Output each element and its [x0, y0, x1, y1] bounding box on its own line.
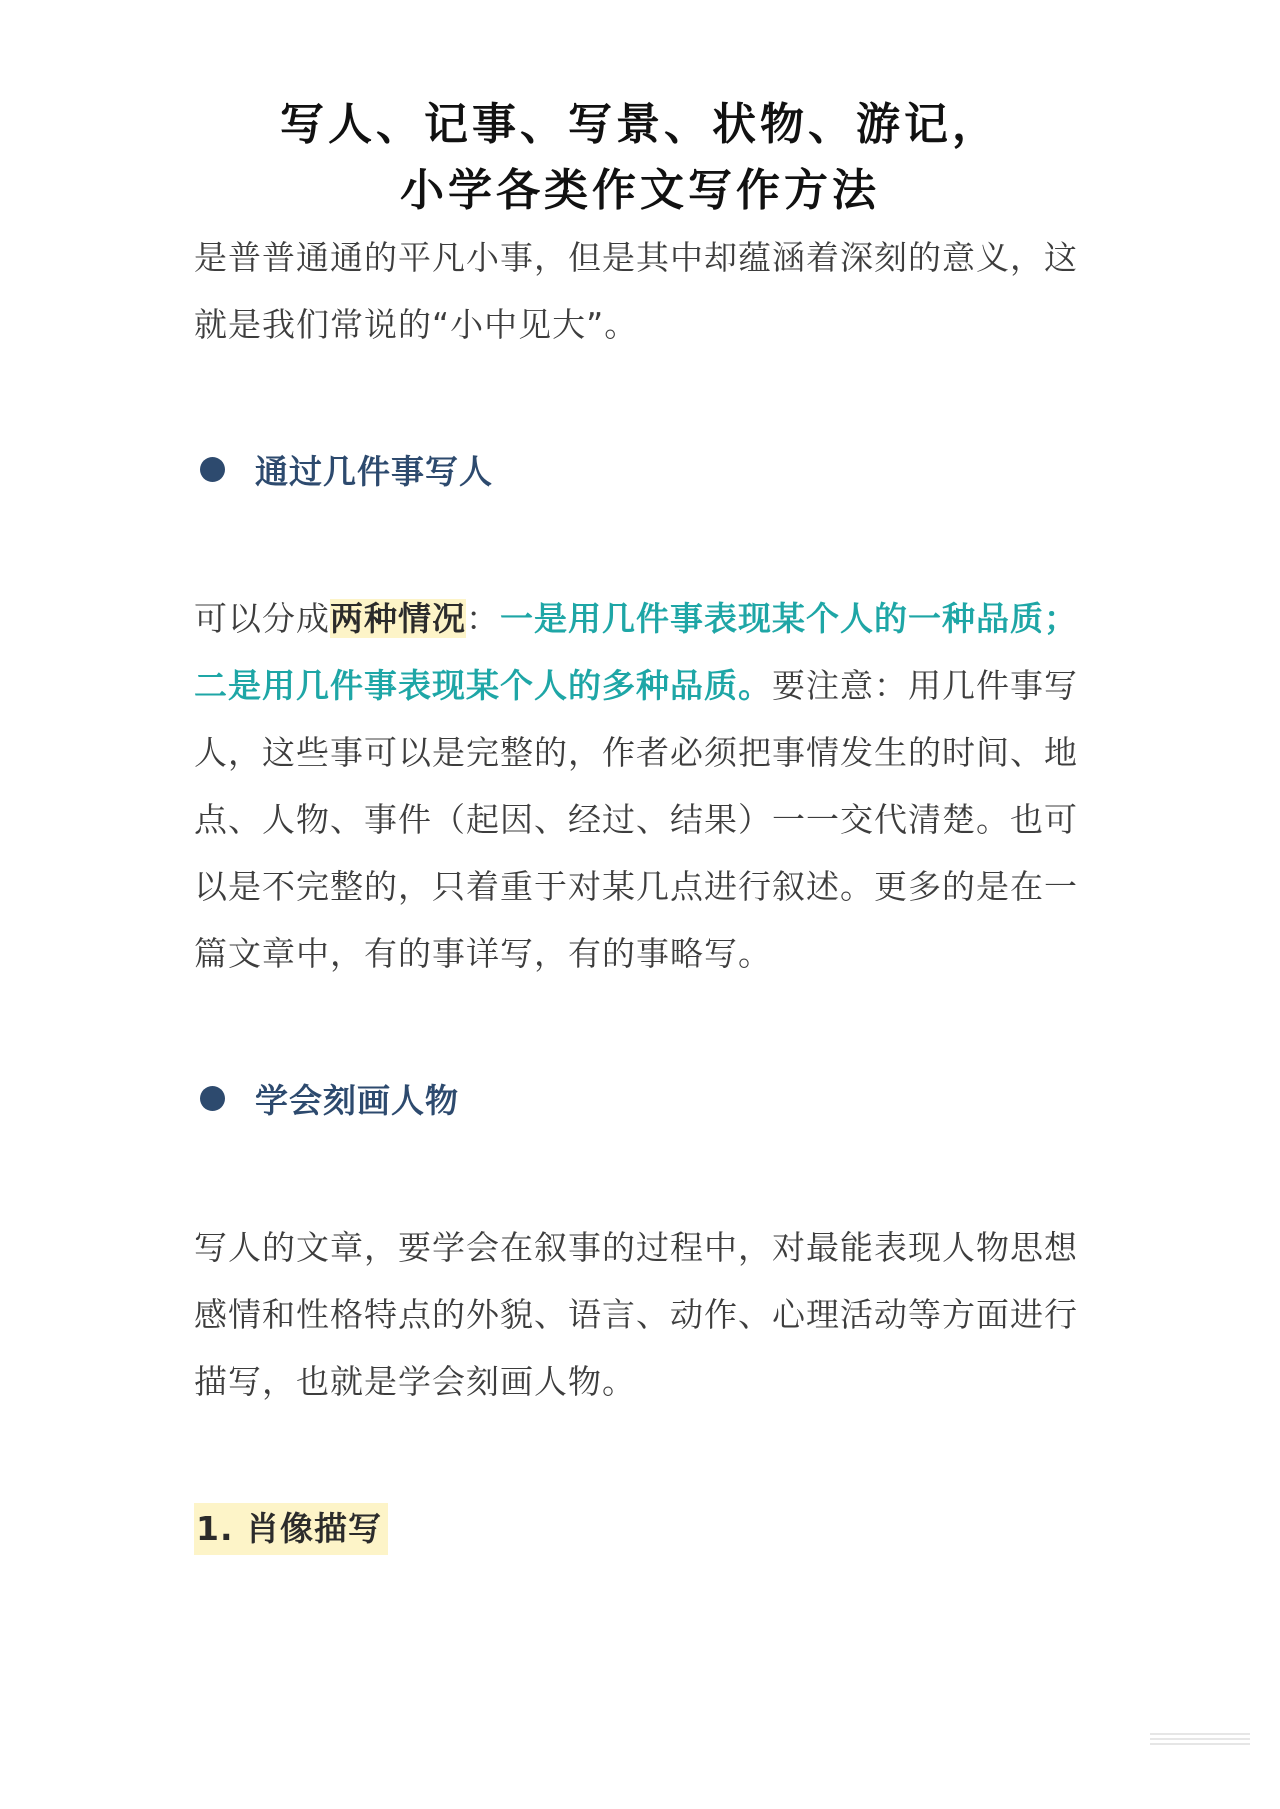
highlight-text: 两种情况 — [330, 599, 466, 638]
section2-paragraph: 写人的文章，要学会在叙事的过程中，对最能表现人物思想感情和性格特点的外貌、语言、动作、心理活动等方面进行描写，也就是学会刻画人物。 — [194, 1228, 1078, 1401]
divider — [1150, 1738, 1250, 1740]
bullet-dot-icon — [200, 1086, 225, 1111]
divider — [1150, 1733, 1250, 1735]
section-heading-label: 学会刻画人物 — [255, 1081, 459, 1120]
title-line-2: 小学各类作文写作方法 — [400, 165, 880, 216]
section-heading-label: 通过几件事写人 — [255, 452, 493, 491]
subsection-heading: 1. 肖像描写 — [194, 1503, 388, 1555]
divider — [1150, 1743, 1250, 1745]
intro-paragraph: 是普普通通的平凡小事，但是其中却蕴涵着深刻的意义，这就是我们常说的“小中见大”。 — [194, 238, 1078, 344]
para-text: 可以分成 — [194, 599, 330, 638]
para-text: ： — [466, 599, 500, 638]
section-heading-characters — [194, 1065, 1094, 1132]
spacer — [194, 358, 1094, 436]
spacer — [194, 1132, 1094, 1214]
section1-paragraph — [194, 585, 1094, 987]
spacer — [194, 987, 1094, 1065]
footer-decoration — [1150, 1733, 1250, 1749]
bullet-dot-icon — [200, 457, 225, 482]
section-heading-events — [194, 436, 1094, 503]
emphasis-text: 一是用几件事表现某个人的一种品质；二是用几件事表现某个人的多种品质。 — [194, 599, 1078, 705]
para-text: 要注意：用几件事写人，这些事可以是完整的，作者必须把事情发生的时间、地点、人物、事件（起因、经过、结果）一一交代清楚。也可以是不完整的，只着重于对某几点进行叙述。更多的是在一篇文章中，有的事详写，有的事略写。 — [194, 666, 1078, 973]
spacer — [194, 503, 1094, 585]
article-content — [194, 224, 1094, 1555]
title-line-1: 写人、记事、写景、状物、游记， — [280, 99, 1000, 150]
title-block — [0, 92, 1280, 224]
spacer — [194, 1415, 1094, 1503]
